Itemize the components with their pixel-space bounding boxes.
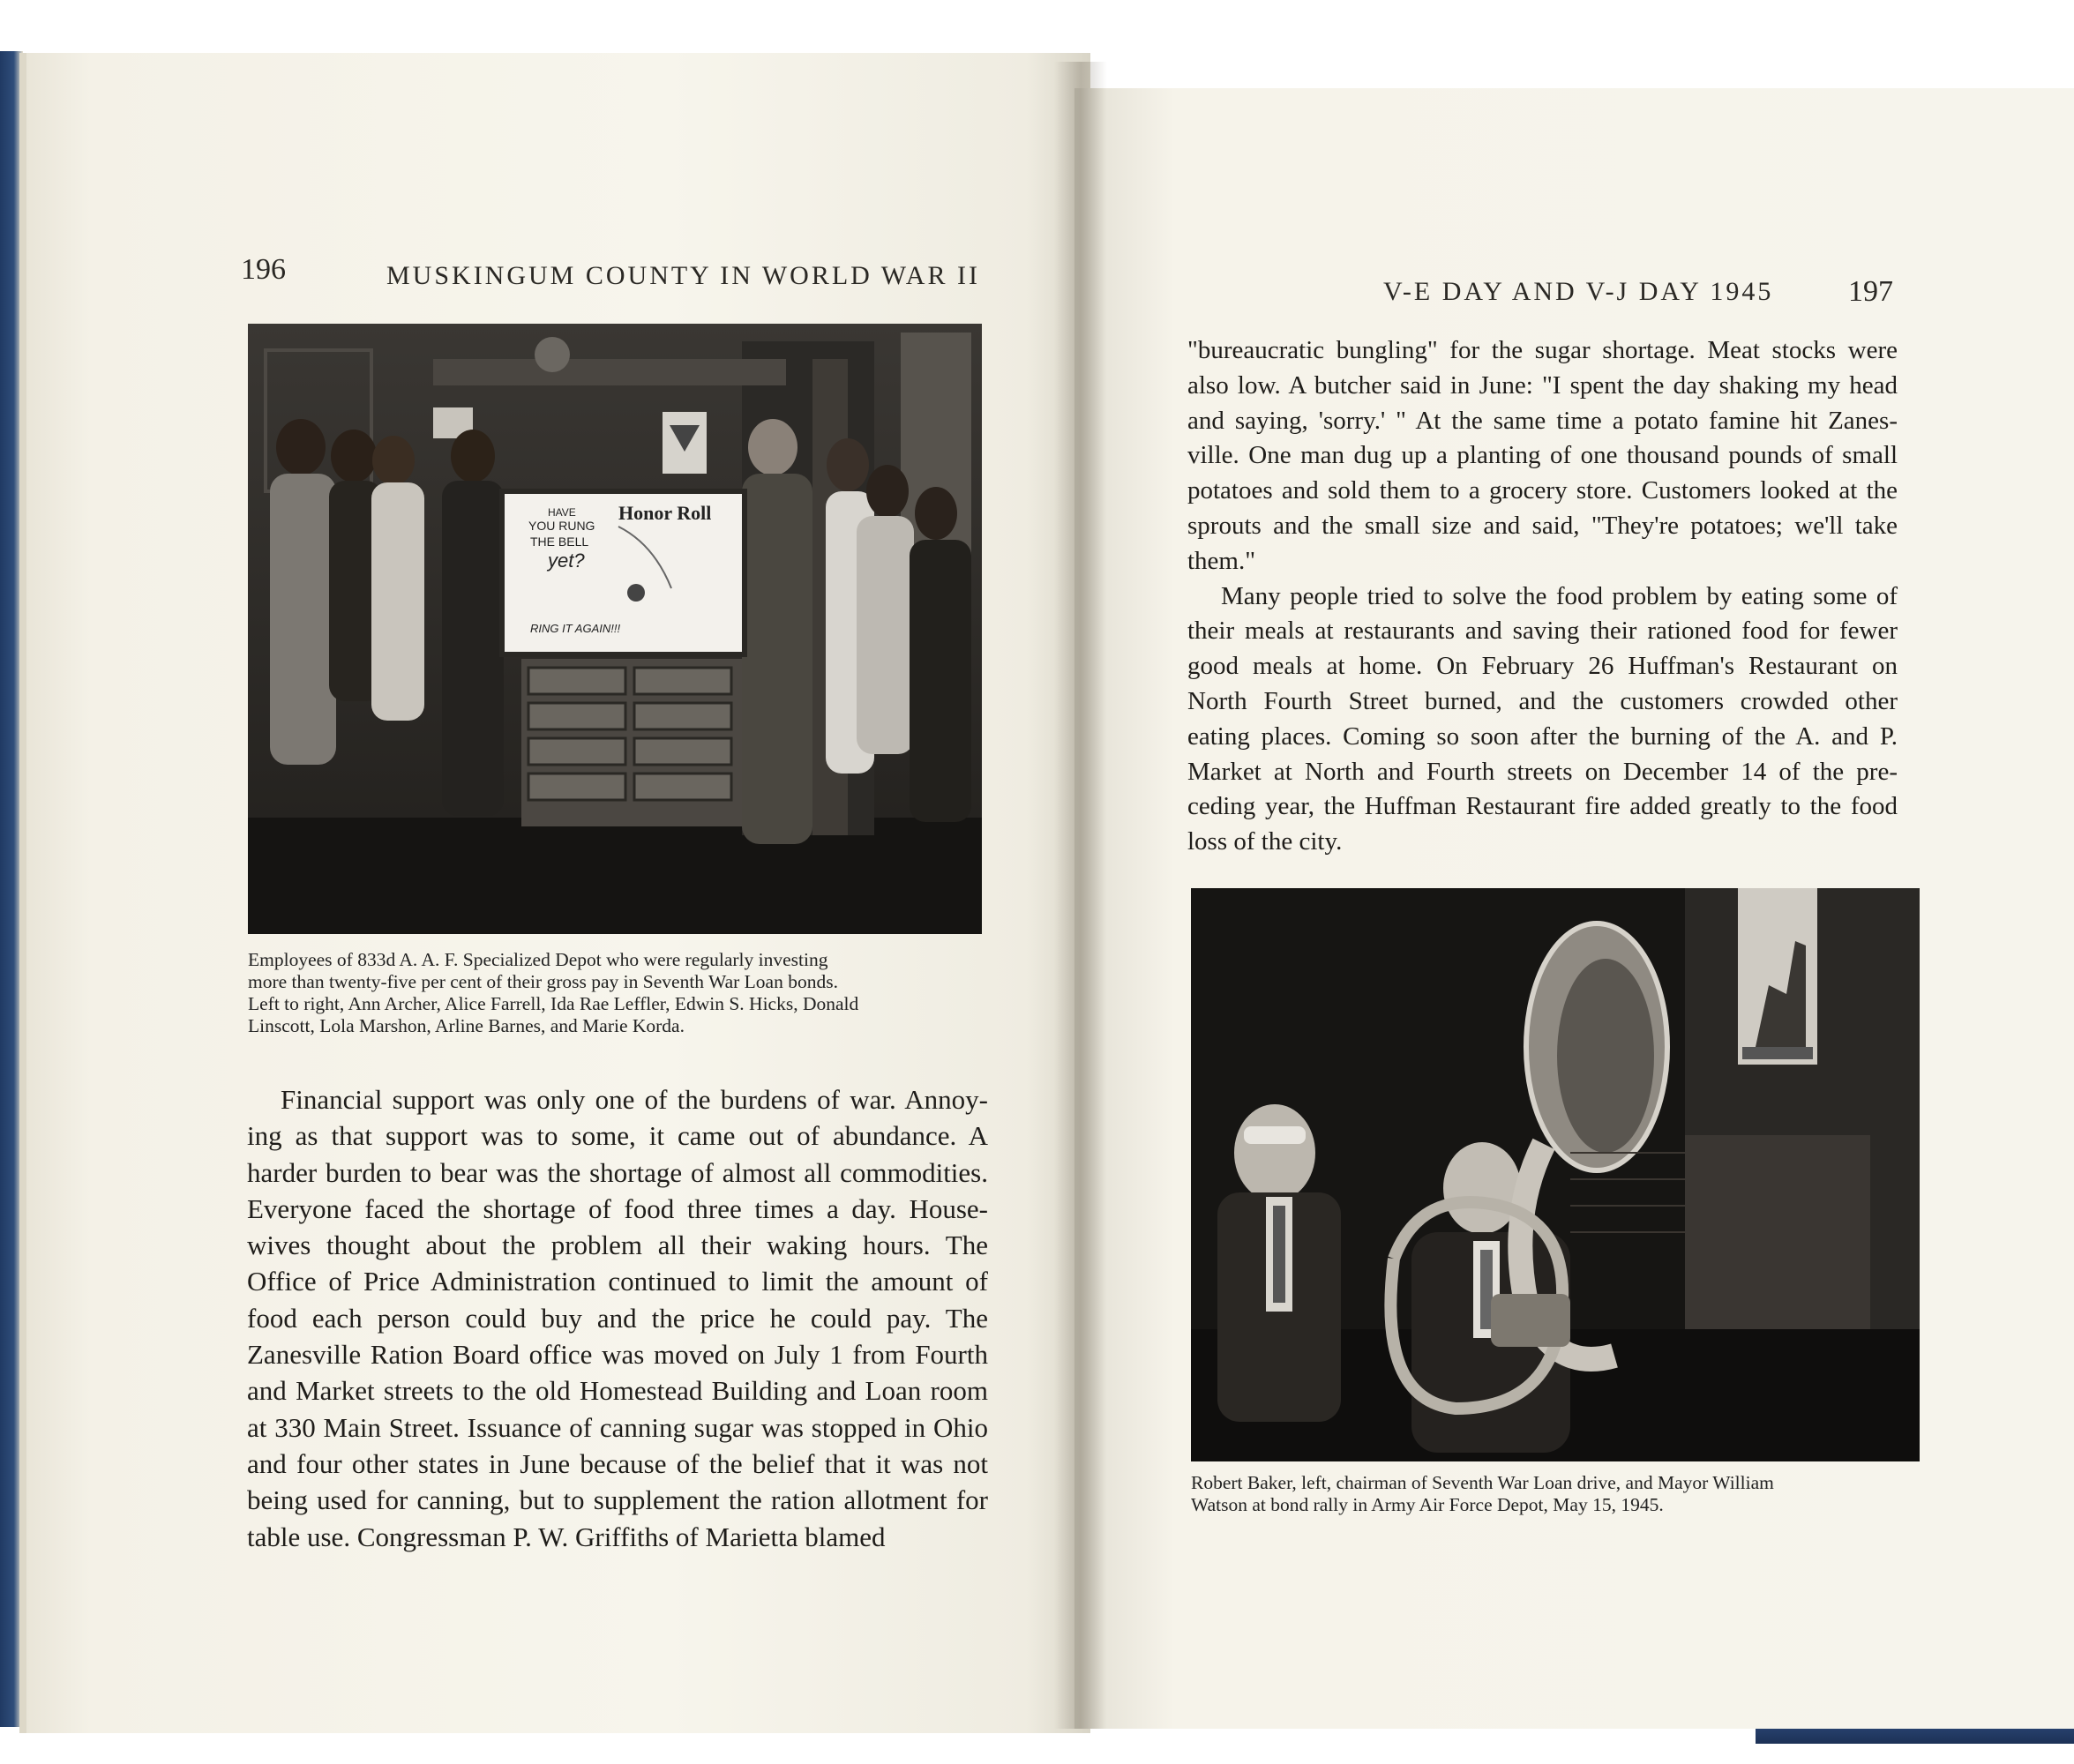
text-line: ceding year, the Huffman Restaurant fire added greatly to the food — [1187, 792, 1898, 821]
text-line: Everyone faced the shortage of food three times a day. House- — [247, 1192, 988, 1224]
text-line: potatoes and sold them to a grocery store. Customers looked at the — [1187, 476, 1898, 505]
text-line: and saying, 'sorry.' " At the same time a potato famine hit Zanes- — [1187, 406, 1898, 435]
sign-footer: RING IT AGAIN!!! — [530, 622, 621, 635]
caption-line: Linscott, Lola Marshon, Arline Barnes, and Marie Korda. — [248, 1015, 685, 1036]
left-photo-caption — [248, 949, 989, 1037]
text-line: food each person could buy and the price he could pay. The — [247, 1302, 988, 1334]
sign-text-the-bell: THE BELL — [530, 534, 589, 549]
text-line: their meals at restaurants and saving their rationed food for fewer — [1187, 617, 1898, 646]
caption-line: Robert Baker, left, chairman of Seventh War Loan drive, and Mayor William — [1191, 1472, 1774, 1493]
text-line: harder burden to bear was the shortage of almost all commodities. — [247, 1156, 988, 1188]
text-line: "bureaucratic bungling" for the sugar shortage. Meat stocks were — [1187, 336, 1898, 364]
text-line: table use. Congressman P. W. Griffiths of Marietta blamed — [247, 1521, 886, 1552]
text-line: being used for canning, but to supplement the ration allotment for — [247, 1484, 988, 1516]
sign-text-have: HAVE — [548, 506, 576, 519]
text-line: and four other states in June because of the belief that it was not — [247, 1447, 988, 1479]
right-body-text — [1187, 333, 1898, 860]
right-running-head: V-E DAY AND V-J DAY 1945 — [1383, 277, 1774, 306]
left-running-head: MUSKINGUM COUNTY IN WORLD WAR II — [386, 261, 980, 290]
sign-title: Honor Roll — [618, 502, 712, 524]
caption-line: Watson at bond rally in Army Air Force Depot, May 15, 1945. — [1191, 1494, 1664, 1515]
right-photo-caption — [1191, 1472, 1923, 1516]
text-line: Office of Price Administration continued to limit the amount of — [247, 1266, 988, 1297]
left-body-text — [247, 1081, 988, 1555]
text-line: ville. One man dug up a planting of one thousand pounds of small — [1187, 441, 1898, 470]
sign-text-you-rung: YOU RUNG — [528, 519, 595, 533]
text-line: sprouts and the small size and said, "They're potatoes; we'll take — [1187, 511, 1898, 540]
text-line: at 330 Main Street. Issuance of canning sugar was stopped in Ohio — [247, 1411, 988, 1443]
text-line: Financial support was only one of the burdens of war. Annoy- — [281, 1084, 988, 1115]
employees-photo — [248, 324, 982, 934]
text-line: good meals at home. On February 26 Huffman's Restaurant on — [1187, 652, 1898, 681]
text-line: eating places. Coming so soon after the burning of the A. and P. — [1187, 721, 1898, 751]
text-line: Zanesville Ration Board office was moved on July 1 from Fourth — [247, 1339, 988, 1371]
right-page-number: 197 — [1848, 275, 1893, 308]
sign-text-yet: yet? — [548, 549, 585, 572]
text-line: wives thought about the problem all their waking hours. The — [247, 1230, 988, 1261]
text-line: them." — [1187, 546, 1256, 575]
caption-line: more than twenty-five per cent of their gross pay in Seventh War Loan bonds. — [248, 971, 838, 992]
text-line: ing as that support was to some, it came out of abundance. A — [247, 1120, 988, 1152]
text-line: North Fourth Street burned, and the customers crowded other — [1187, 686, 1898, 715]
text-line: loss of the city. — [1187, 827, 1343, 856]
text-line: also low. A butcher said in June: "I spent the day shaking my head — [1187, 370, 1898, 400]
text-line: Many people tried to solve the food problem by eating some of — [1221, 581, 1898, 610]
text-line: Market at North and Fourth streets on December 14 of the pre- — [1187, 757, 1898, 786]
text-line: and Market streets to the old Homestead Building and Loan room — [247, 1375, 988, 1407]
bond-rally-photo — [1191, 888, 1920, 1461]
caption-line: Left to right, Ann Archer, Alice Farrell, Ida Rae Leffler, Edwin S. Hicks, Donald — [248, 993, 859, 1014]
left-page-number: 196 — [241, 253, 286, 286]
book-gutter — [1054, 62, 1107, 1729]
caption-line: Employees of 833d A. A. F. Specialized Depot who were regularly investing — [248, 949, 828, 970]
